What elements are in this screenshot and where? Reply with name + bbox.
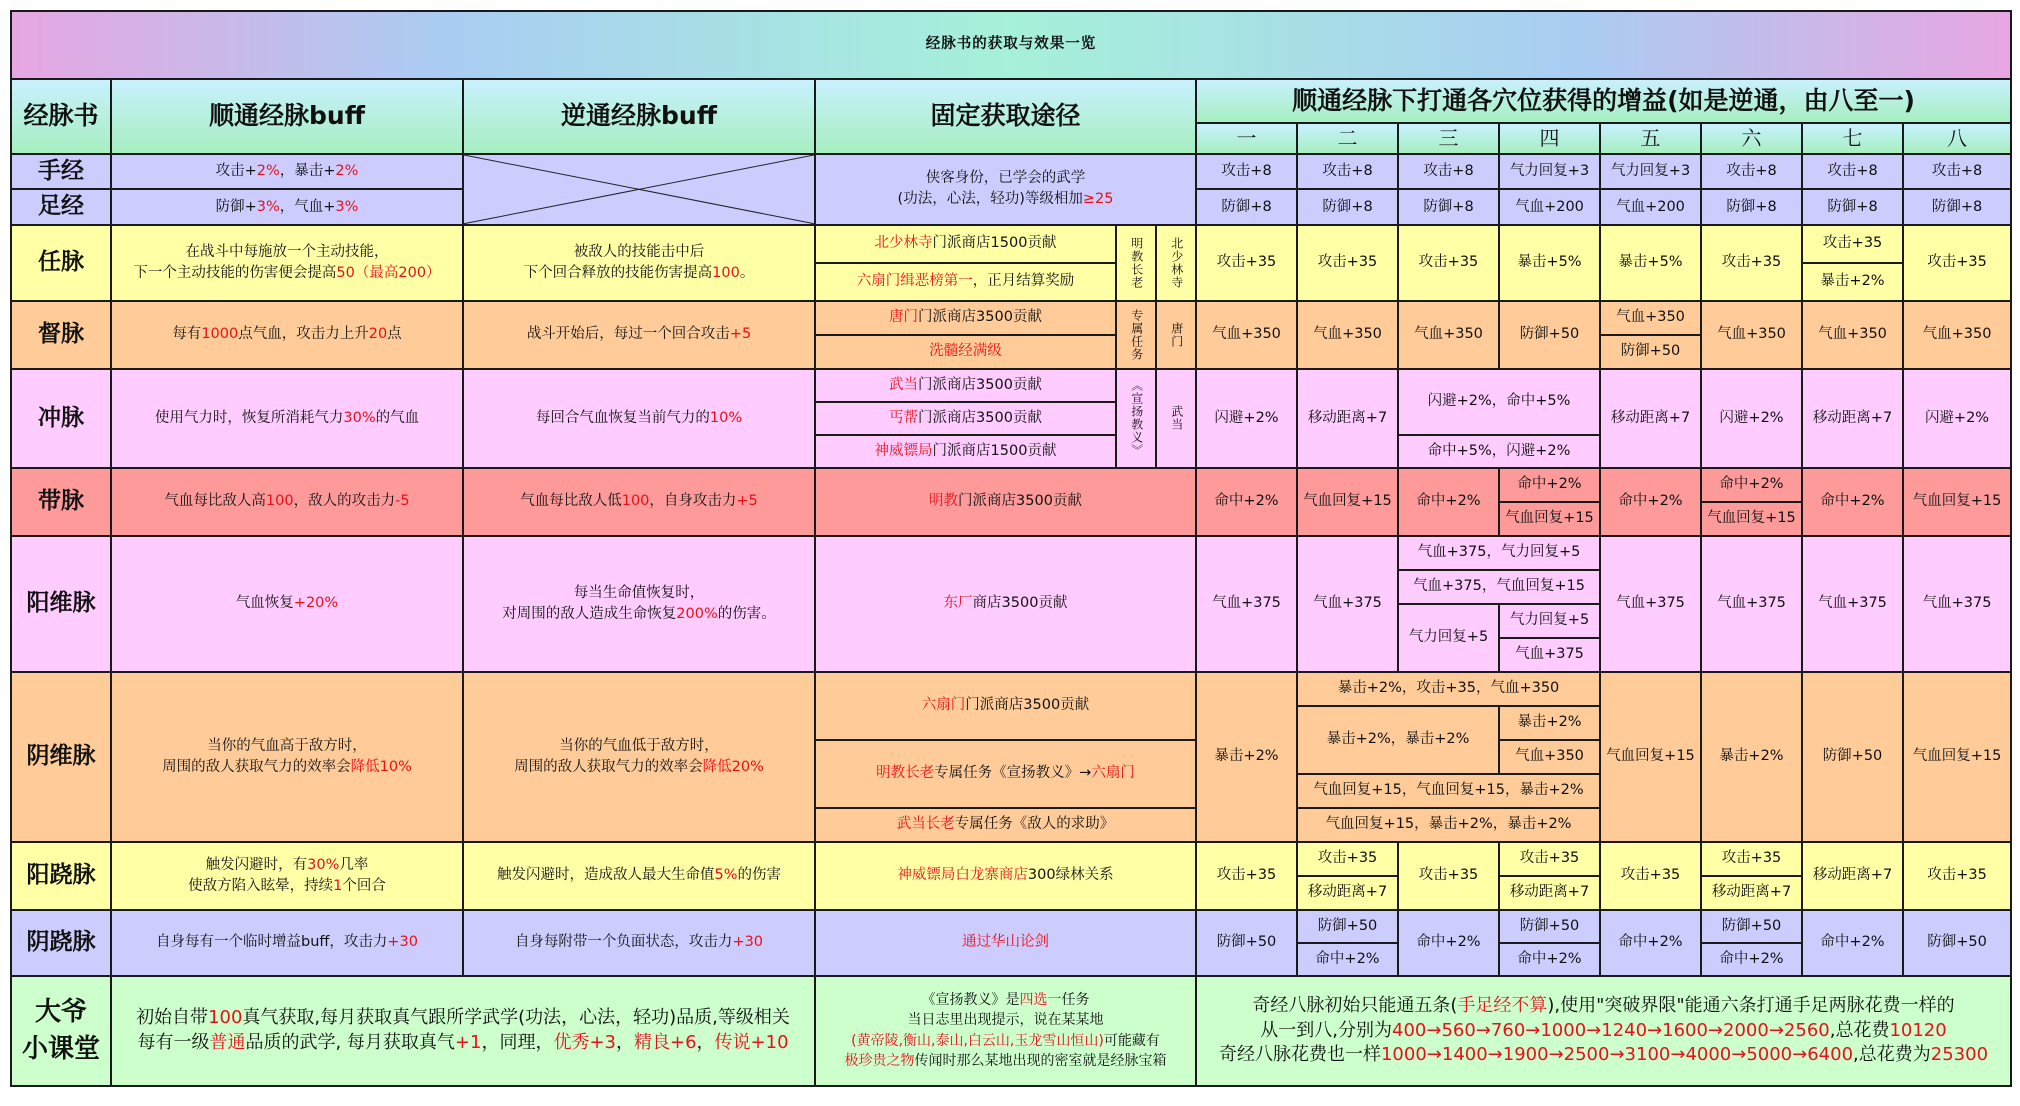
daimai-p8: 气血回复+15 — [1903, 468, 2011, 536]
dumai-obtain-1: 唐门门派商店3500贡献 — [815, 301, 1116, 335]
chongmai-p8: 闪避+2% — [1903, 369, 2011, 468]
dumai-p7: 气血+350 — [1802, 301, 1903, 369]
daimai-p4b: 气血回复+15 — [1499, 502, 1600, 536]
zujing-p3: 防御+8 — [1398, 189, 1499, 224]
header-point-6: 六 — [1701, 123, 1802, 154]
yinqiao-p8: 防御+50 — [1903, 910, 2011, 976]
dumai-p4: 防御+50 — [1499, 301, 1600, 369]
shouzu-ni-empty — [463, 154, 815, 225]
yangqiao-shun: 触发闪避时，有30%几率 使敌方陷入眩晕，持续1个回合 — [111, 842, 463, 910]
chongmai-side-a: 《宣扬教义》 — [1116, 369, 1156, 468]
chongmai-obtain-2: 丐帮门派商店3500贡献 — [815, 402, 1116, 435]
book-renmai: 任脉 — [11, 225, 111, 301]
yangwei-p7: 气血+375 — [1802, 536, 1903, 672]
yangwei-obtain: 东厂商店3500贡献 — [815, 536, 1196, 672]
chongmai-p5: 移动距离+7 — [1600, 369, 1701, 468]
daimai-ni: 气血每比敌人低100，自身攻击力+5 — [463, 468, 815, 536]
yangwei-p1: 气血+375 — [1196, 536, 1297, 672]
renmai-p7b: 暴击+2% — [1802, 263, 1903, 301]
dumai-p2: 气血+350 — [1297, 301, 1398, 369]
yinqiao-p6b: 命中+2% — [1701, 943, 1802, 976]
header-point-2: 二 — [1297, 123, 1398, 154]
yinwei-ni: 当你的气血低于敌方时， 周围的敌人获取气力的效率会降低20% — [463, 672, 815, 842]
renmai-obtain-1: 北少林寺门派商店1500贡献 — [815, 225, 1116, 263]
zujing-p2: 防御+8 — [1297, 189, 1398, 224]
yinwei-p4b: 暴击+2% — [1499, 706, 1600, 740]
renmai-p5: 暴击+5% — [1600, 225, 1701, 301]
dumai-side-b: 唐门 — [1156, 301, 1196, 369]
chongmai-side-b: 武当 — [1156, 369, 1196, 468]
dumai-p1: 气血+350 — [1196, 301, 1297, 369]
cross-mark-icon — [464, 155, 814, 224]
chongmai-p1: 闪避+2% — [1196, 369, 1297, 468]
header-point-8: 八 — [1903, 123, 2011, 154]
renmai-p8: 攻击+35 — [1903, 225, 2011, 301]
yangqiao-p5: 攻击+35 — [1600, 842, 1701, 910]
yangwei-p34b: 气血+375，气血回复+15 — [1398, 570, 1600, 604]
book-shoujing: 手经 — [11, 154, 111, 189]
yinwei-shun: 当你的气血高于敌方时， 周围的敌人获取气力的效率会降低10% — [111, 672, 463, 842]
yangqiao-p4a: 攻击+35 — [1499, 842, 1600, 876]
ketang-label: 大爷 小课堂 — [11, 976, 111, 1086]
shoujing-buff: 攻击+2%，暴击+2% — [111, 154, 463, 189]
yangqiao-p7: 移动距离+7 — [1802, 842, 1903, 910]
renmai-p7a: 攻击+35 — [1802, 225, 1903, 263]
note-zhenqi: 初始自带100真气获取,每月获取真气跟所学武学(功法，心法，轻功)品质,等级相关 每有一级普通品质的武学, 每月获取真气+1，同理，优秀+3，精良+6，传说+10 — [111, 976, 815, 1086]
header-point-4: 四 — [1499, 123, 1600, 154]
shoujing-p7: 攻击+8 — [1802, 154, 1903, 189]
yinwei-p6: 暴击+2% — [1701, 672, 1802, 842]
daimai-obtain: 明教门派商店3500贡献 — [815, 468, 1196, 536]
renmai-side-a: 明教长老 — [1116, 225, 1156, 301]
book-chongmai: 冲脉 — [11, 369, 111, 468]
zujing-p1: 防御+8 — [1196, 189, 1297, 224]
chongmai-obtain-3: 神威镖局门派商店1500贡献 — [815, 435, 1116, 468]
yinqiao-p1: 防御+50 — [1196, 910, 1297, 976]
book-zujing: 足经 — [11, 189, 111, 224]
header-point-1: 一 — [1196, 123, 1297, 154]
chongmai-ni: 每回合气血恢复当前气力的10% — [463, 369, 815, 468]
chongmai-p34b: 命中+5%，闪避+2% — [1398, 435, 1600, 468]
yinwei-p234d: 气血回复+15，气血回复+15，暴击+2% — [1297, 774, 1600, 808]
yinqiao-p6a: 防御+50 — [1701, 910, 1802, 943]
yangqiao-p8: 攻击+35 — [1903, 842, 2011, 910]
dumai-p5b: 防御+50 — [1600, 335, 1701, 369]
book-dumai: 督脉 — [11, 301, 111, 369]
shoujing-p2: 攻击+8 — [1297, 154, 1398, 189]
yinqiao-p2b: 命中+2% — [1297, 943, 1398, 976]
dumai-ni: 战斗开始后，每过一个回合攻击+5 — [463, 301, 815, 369]
shoujing-p5: 气力回复+3 — [1600, 154, 1701, 189]
dumai-p8: 气血+350 — [1903, 301, 2011, 369]
yangwei-p34a: 气血+375，气力回复+5 — [1398, 536, 1600, 570]
yinwei-obtain-3: 武当长老专属任务《敌人的求助》 — [815, 808, 1196, 842]
shoujing-p6: 攻击+8 — [1701, 154, 1802, 189]
yangwei-p5: 气血+375 — [1600, 536, 1701, 672]
yinqiao-shun: 自身每有一个临时增益buff，攻击力+30 — [111, 910, 463, 976]
renmai-p4: 暴击+5% — [1499, 225, 1600, 301]
dumai-p6: 气血+350 — [1701, 301, 1802, 369]
note-xuanyang: 《宣扬教义》是四选一任务 当日志里出现提示，说在某某地 (黄帝陵,衡山,泰山,白云山,玉龙雪山恒山)可能藏有 极珍贵之物传闻时那么某地出现的密室就是经脉宝箱 — [815, 976, 1196, 1086]
dumai-side-a: 专属任务 — [1116, 301, 1156, 369]
yinwei-p234a: 暴击+2%，攻击+35，气血+350 — [1297, 672, 1600, 706]
yinwei-obtain-1: 六扇门门派商店3500贡献 — [815, 672, 1196, 740]
zujing-p4: 气血+200 — [1499, 189, 1600, 224]
renmai-side-b: 北少林寺 — [1156, 225, 1196, 301]
shoujing-p4: 气力回复+3 — [1499, 154, 1600, 189]
renmai-obtain-2: 六扇门缉恶榜第一，正月结算奖励 — [815, 263, 1116, 301]
yinqiao-p7: 命中+2% — [1802, 910, 1903, 976]
yangqiao-p6b: 移动距离+7 — [1701, 876, 1802, 910]
renmai-p6: 攻击+35 — [1701, 225, 1802, 301]
daimai-p6a: 命中+2% — [1701, 468, 1802, 502]
book-daimai: 带脉 — [11, 468, 111, 536]
yinqiao-ni: 自身每附带一个负面状态，攻击力+30 — [463, 910, 815, 976]
yangqiao-p3: 攻击+35 — [1398, 842, 1499, 910]
dumai-shun: 每有1000点气血，攻击力上升20点 — [111, 301, 463, 369]
shoujing-p1: 攻击+8 — [1196, 154, 1297, 189]
daimai-p1: 命中+2% — [1196, 468, 1297, 536]
daimai-p3: 命中+2% — [1398, 468, 1499, 536]
zujing-p7: 防御+8 — [1802, 189, 1903, 224]
yinqiao-obtain: 通过华山论剑 — [815, 910, 1196, 976]
header-book: 经脉书 — [11, 79, 111, 154]
yinwei-p1: 暴击+2% — [1196, 672, 1297, 842]
header-point-7: 七 — [1802, 123, 1903, 154]
yangwei-p6: 气血+375 — [1701, 536, 1802, 672]
header-point-3: 三 — [1398, 123, 1499, 154]
chongmai-obtain-1: 武当门派商店3500贡献 — [815, 369, 1116, 402]
yangwei-p4c: 气力回复+5 — [1499, 604, 1600, 638]
header-ni-buff: 逆通经脉buff — [463, 79, 815, 154]
book-yinwei: 阴维脉 — [11, 672, 111, 842]
shoujing-p3: 攻击+8 — [1398, 154, 1499, 189]
meridian-table — [10, 10, 2012, 1087]
chongmai-p7: 移动距离+7 — [1802, 369, 1903, 468]
renmai-p3: 攻击+35 — [1398, 225, 1499, 301]
shoujing-p8: 攻击+8 — [1903, 154, 2011, 189]
chongmai-shun: 使用气力时，恢复所消耗气力30%的气血 — [111, 369, 463, 468]
header-point-5: 五 — [1600, 123, 1701, 154]
book-yangqiao: 阳跷脉 — [11, 842, 111, 910]
yangqiao-ni: 触发闪避时，造成敌人最大生命值5%的伤害 — [463, 842, 815, 910]
yangwei-p4d: 气血+375 — [1499, 638, 1600, 672]
yangwei-shun: 气血恢复+20% — [111, 536, 463, 672]
shouzu-obtain: 侠客身份，已学会的武学 (功法，心法，轻功)等级相加≥25 — [815, 154, 1196, 225]
book-yinqiao: 阴跷脉 — [11, 910, 111, 976]
book-yangwei: 阳维脉 — [11, 536, 111, 672]
zujing-buff: 防御+3%，气血+3% — [111, 189, 463, 224]
dumai-p3: 气血+350 — [1398, 301, 1499, 369]
yinqiao-p3: 命中+2% — [1398, 910, 1499, 976]
yinwei-obtain-2: 明教长老专属任务《宣扬教义》→六扇门 — [815, 740, 1196, 808]
yinwei-p8: 气血回复+15 — [1903, 672, 2011, 842]
dumai-obtain-2: 洗髓经满级 — [815, 335, 1116, 369]
yangqiao-p1: 攻击+35 — [1196, 842, 1297, 910]
yangqiao-p2a: 攻击+35 — [1297, 842, 1398, 876]
zujing-p8: 防御+8 — [1903, 189, 2011, 224]
chongmai-p34a: 闪避+2%，命中+5% — [1398, 369, 1600, 435]
yinwei-p234e: 气血回复+15，暴击+2%，暴击+2% — [1297, 808, 1600, 842]
yinwei-p7: 防御+50 — [1802, 672, 1903, 842]
zujing-p6: 防御+8 — [1701, 189, 1802, 224]
renmai-ni: 被敌人的技能击中后 下个回合释放的技能伤害提高100。 — [463, 225, 815, 301]
yangqiao-p2b: 移动距离+7 — [1297, 876, 1398, 910]
yinqiao-p4b: 命中+2% — [1499, 943, 1600, 976]
yangwei-p8: 气血+375 — [1903, 536, 2011, 672]
zujing-p5: 气血+200 — [1600, 189, 1701, 224]
yangwei-p2: 气血+375 — [1297, 536, 1398, 672]
yinwei-p5: 气血回复+15 — [1600, 672, 1701, 842]
yangqiao-obtain: 神威镖局白龙寨商店300绿林关系 — [815, 842, 1196, 910]
daimai-p5: 命中+2% — [1600, 468, 1701, 536]
renmai-p2: 攻击+35 — [1297, 225, 1398, 301]
renmai-shun: 在战斗中每施放一个主动技能， 下一个主动技能的伤害便会提高50（最高200） — [111, 225, 463, 301]
header-shun-buff: 顺通经脉buff — [111, 79, 463, 154]
yangqiao-p6a: 攻击+35 — [1701, 842, 1802, 876]
daimai-p4a: 命中+2% — [1499, 468, 1600, 502]
yangwei-p3c: 气力回复+5 — [1398, 604, 1499, 672]
yangqiao-p4b: 移动距离+7 — [1499, 876, 1600, 910]
renmai-p1: 攻击+35 — [1196, 225, 1297, 301]
yinwei-p4c: 气血+350 — [1499, 740, 1600, 774]
chongmai-p2: 移动距离+7 — [1297, 369, 1398, 468]
header-gain: 顺通经脉下打通各穴位获得的增益(如是逆通，由八至一) — [1196, 79, 2011, 123]
yinwei-p23b: 暴击+2%，暴击+2% — [1297, 706, 1499, 774]
header-obtain: 固定获取途径 — [815, 79, 1196, 154]
daimai-p2: 气血回复+15 — [1297, 468, 1398, 536]
daimai-p6b: 气血回复+15 — [1701, 502, 1802, 536]
yinqiao-p5: 命中+2% — [1600, 910, 1701, 976]
chongmai-p6: 闪避+2% — [1701, 369, 1802, 468]
daimai-shun: 气血每比敌人高100，敌人的攻击力-5 — [111, 468, 463, 536]
yinqiao-p4a: 防御+50 — [1499, 910, 1600, 943]
yangwei-ni: 每当生命值恢复时， 对周围的敌人造成生命恢复200%的伤害。 — [463, 536, 815, 672]
page-title: 经脉书的获取与效果一览 — [11, 11, 2011, 79]
dumai-p5a: 气血+350 — [1600, 301, 1701, 335]
daimai-p7: 命中+2% — [1802, 468, 1903, 536]
yinqiao-p2a: 防御+50 — [1297, 910, 1398, 943]
note-cost: 奇经八脉初始只能通五条(手足经不算),使用"突破界限"能通六条打通手足两脉花费一样的 从一到八,分别为400→560→760→1000→1240→1600→2000→2560,总花费10120 奇经八脉花费也一样1000→1400→1900→2500→3100→4000→5000→6400,总花费为25300 — [1196, 976, 2011, 1086]
